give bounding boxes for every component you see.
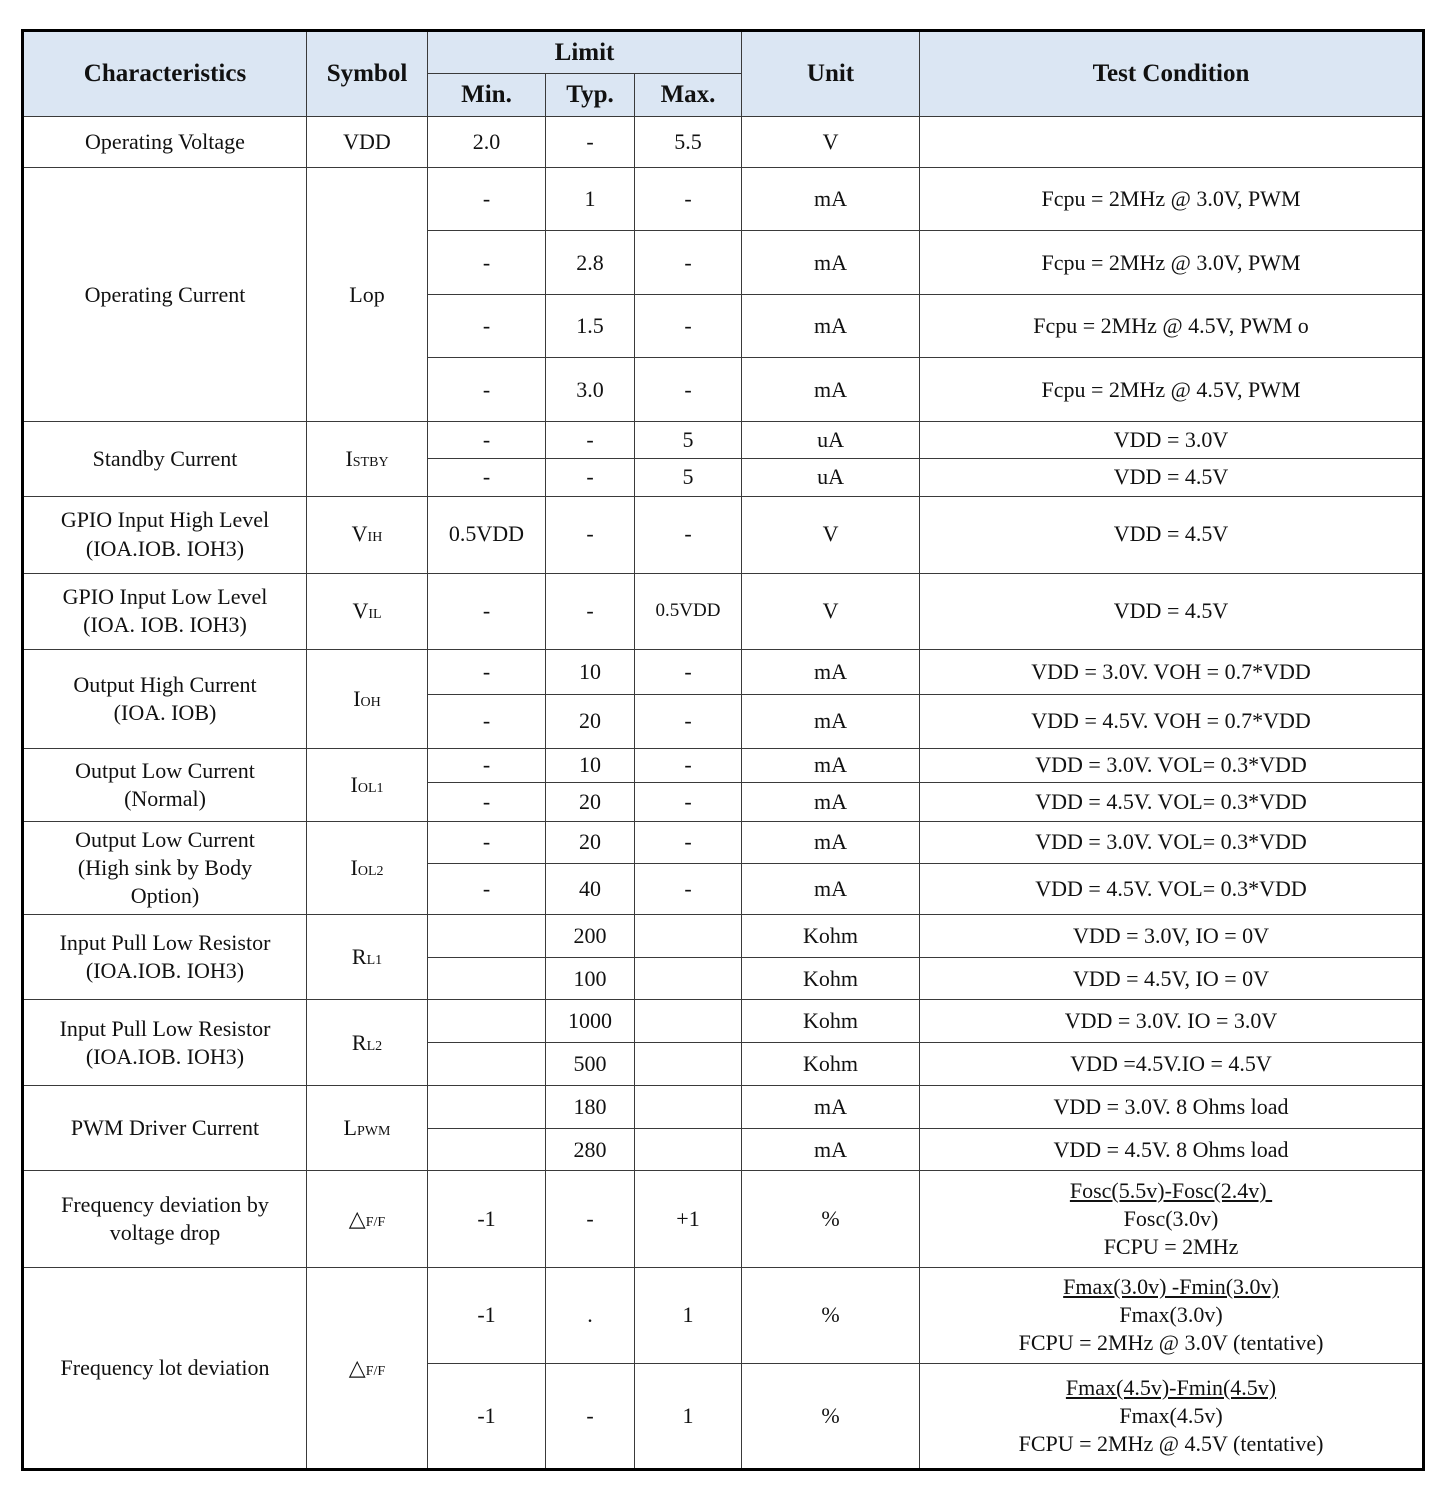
test-condition-line: VDD =4.5V.IO = 4.5V [1070, 1051, 1272, 1077]
symbol-main: VDD [343, 128, 391, 154]
test-condition-line: VDD = 4.5V. 8 Ohms load [1053, 1136, 1289, 1162]
symbol-main: I [350, 854, 358, 880]
cell-unit: uA [742, 422, 920, 459]
cell-characteristic [23, 1086, 307, 1171]
cell-unit: mA [742, 821, 920, 863]
test-condition-line: VDD = 4.5V. VOL= 0.3*VDD [1035, 788, 1307, 814]
cell-test-condition [920, 1000, 1424, 1043]
cell-typ: - [546, 1171, 635, 1267]
cell-min: 0.5VDD [428, 496, 546, 573]
test-condition-line: VDD = 3.0V. VOH = 0.7*VDD [1031, 658, 1311, 684]
characteristic-line: Option) [130, 883, 200, 909]
cell-characteristic [23, 748, 307, 821]
cell-min: - [428, 358, 546, 422]
cell-characteristic [23, 1171, 307, 1267]
cell-test-condition [920, 694, 1424, 748]
symbol-subscript: IL [368, 607, 382, 623]
characteristic-line: Output High Current [73, 671, 257, 697]
cell-max [635, 915, 742, 958]
test-condition-line: Fmax(4.5v) [1119, 1402, 1223, 1428]
header-symbol: Symbol [307, 31, 428, 117]
cell-min: - [428, 649, 546, 694]
cell-test-condition [920, 649, 1424, 694]
test-condition-line: VDD = 4.5V [1113, 464, 1229, 490]
cell-max: - [635, 295, 742, 358]
cell-typ: 1.5 [546, 295, 635, 358]
cell-test-condition [920, 422, 1424, 459]
cell-characteristic [23, 1267, 307, 1469]
table-row [23, 1267, 1424, 1363]
cell-max: - [635, 748, 742, 782]
cell-unit: uA [742, 459, 920, 496]
symbol-subscript: STBY [352, 454, 389, 470]
cell-symbol [307, 915, 428, 1000]
cell-max [635, 1129, 742, 1171]
cell-unit: mA [742, 358, 920, 422]
cell-typ: 1 [546, 168, 635, 231]
cell-min: -1 [428, 1363, 546, 1469]
symbol-main: Lop [349, 281, 385, 307]
cell-unit: Kohm [742, 1043, 920, 1086]
symbol-subscript: OH [360, 694, 381, 710]
cell-test-condition [920, 358, 1424, 422]
electrical-characteristics-table [21, 29, 1425, 1471]
cell-unit: V [742, 496, 920, 573]
cell-max: 1 [635, 1267, 742, 1363]
table-row [23, 117, 1424, 168]
cell-max: - [635, 782, 742, 821]
symbol-main: R [351, 1029, 367, 1055]
test-condition-line [924, 1374, 1418, 1402]
cell-min: - [428, 748, 546, 782]
cell-characteristic [23, 117, 307, 168]
cell-max: - [635, 821, 742, 863]
cell-max: - [635, 649, 742, 694]
test-condition-line: Fcpu = 2MHz @ 4.5V, PWM [1041, 376, 1301, 402]
cell-typ: 180 [546, 1086, 635, 1129]
cell-max: 0.5VDD [635, 573, 742, 649]
characteristic-line: Standby Current [92, 445, 238, 471]
cell-symbol [307, 1086, 428, 1171]
cell-unit: V [742, 117, 920, 168]
cell-unit: mA [742, 231, 920, 295]
cell-test-condition [920, 748, 1424, 782]
cell-characteristic [23, 649, 307, 748]
cell-unit: % [742, 1363, 920, 1469]
fraction-numerator: Fosc(5.5v)-Fosc(2.4v) [1069, 1177, 1273, 1203]
cell-test-condition [920, 1267, 1424, 1363]
test-condition-line: VDD = 3.0V. VOL= 0.3*VDD [1035, 829, 1307, 855]
symbol-subscript: IH [367, 530, 383, 546]
symbol-subscript: F/F [365, 1214, 386, 1230]
cell-min: 2.0 [428, 117, 546, 168]
cell-max [635, 958, 742, 1000]
cell-typ: 280 [546, 1129, 635, 1171]
table-row [23, 422, 1424, 459]
cell-symbol [307, 649, 428, 748]
test-condition-line: Fosc(3.0v) [1123, 1205, 1219, 1231]
symbol-subscript: PWM [357, 1124, 391, 1140]
symbol-subscript: F/F [365, 1363, 386, 1379]
cell-max: 5.5 [635, 117, 742, 168]
table-row [23, 649, 1424, 694]
table-row [23, 1171, 1424, 1267]
cell-unit: mA [742, 748, 920, 782]
cell-test-condition [920, 295, 1424, 358]
cell-test-condition [920, 496, 1424, 573]
characteristic-line: (High sink by Body [77, 854, 253, 880]
cell-max: - [635, 496, 742, 573]
cell-typ: 40 [546, 864, 635, 915]
cell-unit: mA [742, 1129, 920, 1171]
cell-min: - [428, 864, 546, 915]
cell-unit: Kohm [742, 915, 920, 958]
cell-symbol [307, 168, 428, 422]
cell-max: +1 [635, 1171, 742, 1267]
cell-test-condition [920, 821, 1424, 863]
cell-characteristic [23, 1000, 307, 1086]
characteristic-line: GPIO Input High Level [60, 507, 270, 533]
cell-typ: 10 [546, 748, 635, 782]
symbol-subscript: L2 [366, 1038, 383, 1054]
cell-unit: mA [742, 694, 920, 748]
cell-max: 5 [635, 422, 742, 459]
cell-symbol [307, 422, 428, 496]
table-body [23, 117, 1424, 1470]
cell-test-condition [920, 958, 1424, 1000]
table-row [23, 915, 1424, 958]
cell-typ: 3.0 [546, 358, 635, 422]
test-condition-line: Fcpu = 2MHz @ 3.0V, PWM [1041, 186, 1301, 212]
cell-typ: 20 [546, 782, 635, 821]
cell-typ: 100 [546, 958, 635, 1000]
cell-test-condition [920, 915, 1424, 958]
characteristic-line: Input Pull Low Resistor [59, 929, 271, 955]
cell-min: - [428, 573, 546, 649]
cell-test-condition [920, 231, 1424, 295]
characteristic-line: Output Low Current [75, 826, 255, 852]
header-max: Max. [635, 74, 742, 117]
cell-min: - [428, 782, 546, 821]
characteristic-line: GPIO Input Low Level [62, 584, 268, 609]
cell-max: 1 [635, 1363, 742, 1469]
test-condition-line: Fmax(3.0v) [1119, 1302, 1223, 1328]
cell-typ: - [546, 573, 635, 649]
test-condition-line [924, 1177, 1418, 1205]
cell-typ: 500 [546, 1043, 635, 1086]
cell-test-condition [920, 573, 1424, 649]
test-condition-line: VDD = 4.5V [1113, 598, 1229, 624]
test-condition-line: FCPU = 2MHz [1103, 1234, 1239, 1260]
cell-unit: mA [742, 295, 920, 358]
cell-characteristic [23, 422, 307, 496]
test-condition-line [924, 1273, 1418, 1301]
characteristic-line: (IOA.IOB. IOH3) [85, 535, 245, 561]
cell-symbol [307, 117, 428, 168]
cell-characteristic [23, 496, 307, 573]
cell-min: - [428, 231, 546, 295]
characteristic-line: (IOA. IOB) [113, 699, 217, 725]
characteristic-line: (IOA.IOB. IOH3) [85, 958, 245, 984]
cell-min: - [428, 168, 546, 231]
test-condition-line: VDD = 3.0V, IO = 0V [1072, 923, 1270, 949]
cell-typ: 200 [546, 915, 635, 958]
cell-typ: 20 [546, 821, 635, 863]
symbol-subscript: OL2 [357, 863, 384, 879]
cell-min [428, 1086, 546, 1129]
characteristic-line: (IOA.IOB. IOH3) [85, 1043, 245, 1069]
table-row [23, 496, 1424, 573]
characteristic-line: Operating Current [84, 281, 246, 307]
cell-min: -1 [428, 1171, 546, 1267]
test-condition-line: Fcpu = 2MHz @ 3.0V, PWM [1041, 249, 1301, 275]
cell-typ: 1000 [546, 1000, 635, 1043]
table-row [23, 573, 1424, 649]
symbol-main: I [350, 771, 358, 797]
cell-symbol [307, 1171, 428, 1267]
cell-max: 5 [635, 459, 742, 496]
cell-symbol [307, 496, 428, 573]
cell-typ: - [546, 496, 635, 573]
cell-min: - [428, 459, 546, 496]
cell-min [428, 1129, 546, 1171]
cell-max [635, 1043, 742, 1086]
cell-typ: . [546, 1267, 635, 1363]
cell-unit: % [742, 1171, 920, 1267]
cell-max: - [635, 168, 742, 231]
test-condition-line: VDD = 3.0V. 8 Ohms load [1053, 1094, 1289, 1120]
cell-unit: mA [742, 168, 920, 231]
cell-symbol [307, 748, 428, 821]
header-characteristics: Characteristics [23, 31, 307, 117]
symbol-subscript: L1 [366, 953, 383, 969]
symbol-main: R [351, 944, 367, 970]
header-typ: Typ. [546, 74, 635, 117]
cell-symbol [307, 1267, 428, 1469]
test-condition-line: FCPU = 2MHz @ 3.0V (tentative) [1018, 1330, 1324, 1356]
test-condition-line: VDD = 4.5V, IO = 0V [1072, 965, 1270, 991]
cell-test-condition [920, 168, 1424, 231]
cell-test-condition [920, 1129, 1424, 1171]
cell-unit: mA [742, 864, 920, 915]
cell-min [428, 915, 546, 958]
cell-min [428, 1043, 546, 1086]
test-condition-line: VDD = 3.0V. IO = 3.0V [1064, 1008, 1278, 1034]
cell-max: - [635, 864, 742, 915]
cell-test-condition [920, 1363, 1424, 1469]
cell-unit: mA [742, 1086, 920, 1129]
cell-max: - [635, 358, 742, 422]
fraction-numerator: Fmax(4.5v)-Fmin(4.5v) [1065, 1374, 1277, 1400]
table-row [23, 1000, 1424, 1043]
cell-min: - [428, 422, 546, 459]
cell-test-condition [920, 1086, 1424, 1129]
symbol-main: I [345, 445, 353, 471]
cell-typ: - [546, 459, 635, 496]
cell-typ: - [546, 117, 635, 168]
cell-min: - [428, 694, 546, 748]
cell-test-condition [920, 864, 1424, 915]
table-row [23, 748, 1424, 782]
header-min: Min. [428, 74, 546, 117]
cell-typ: - [546, 1363, 635, 1469]
cell-typ: 2.8 [546, 231, 635, 295]
table-row [23, 168, 1424, 231]
characteristic-line: Operating Voltage [85, 128, 245, 154]
cell-typ: - [546, 422, 635, 459]
symbol-main: V [352, 598, 369, 624]
table-row [23, 1086, 1424, 1129]
test-condition-line: VDD = 4.5V [1113, 521, 1229, 547]
characteristic-line: Frequency deviation by [61, 1191, 269, 1217]
cell-max: - [635, 231, 742, 295]
characteristic-line: (IOA. IOB. IOH3) [83, 612, 247, 638]
cell-characteristic [23, 821, 307, 914]
test-condition-line: VDD = 3.0V [1113, 427, 1229, 453]
test-condition-line: Fcpu = 2MHz @ 4.5V, PWM o [1033, 313, 1309, 339]
cell-min: - [428, 295, 546, 358]
cell-min [428, 1000, 546, 1043]
cell-unit: mA [742, 649, 920, 694]
cell-max [635, 1000, 742, 1043]
test-condition-line: FCPU = 2MHz @ 4.5V (tentative) [1018, 1430, 1324, 1456]
cell-typ: 10 [546, 649, 635, 694]
cell-characteristic [23, 915, 307, 1000]
symbol-subscript: OL1 [357, 780, 384, 796]
cell-min: - [428, 821, 546, 863]
cell-characteristic [23, 168, 307, 422]
characteristic-line: (Normal) [124, 785, 206, 811]
cell-min: -1 [428, 1267, 546, 1363]
fraction-numerator: Fmax(3.0v) -Fmin(3.0v) [1063, 1273, 1279, 1299]
cell-unit: Kohm [742, 1000, 920, 1043]
cell-symbol [307, 573, 428, 649]
cell-max [635, 1086, 742, 1129]
cell-test-condition [920, 117, 1424, 168]
header-test-condition: Test Condition [920, 31, 1424, 117]
cell-max: - [635, 694, 742, 748]
cell-test-condition [920, 459, 1424, 496]
characteristic-line: Frequency lot deviation [60, 1354, 270, 1380]
test-condition-line: VDD = 4.5V. VOH = 0.7*VDD [1031, 708, 1311, 734]
cell-test-condition [920, 1043, 1424, 1086]
characteristic-line: Output Low Current [75, 757, 255, 783]
header-unit: Unit [742, 31, 920, 117]
cell-symbol [307, 821, 428, 914]
cell-test-condition [920, 1171, 1424, 1267]
symbol-main: V [351, 521, 368, 547]
symbol-main: L [343, 1115, 357, 1141]
test-condition-line: VDD = 3.0V. VOL= 0.3*VDD [1035, 752, 1307, 778]
cell-typ: 20 [546, 694, 635, 748]
characteristic-line: voltage drop [109, 1219, 221, 1245]
table-header [23, 31, 1424, 117]
table-row [23, 821, 1424, 863]
test-condition-line: VDD = 4.5V. VOL= 0.3*VDD [1035, 875, 1307, 901]
characteristic-line: PWM Driver Current [70, 1115, 260, 1141]
cell-min [428, 958, 546, 1000]
cell-unit: mA [742, 782, 920, 821]
symbol-main: △ [348, 1354, 366, 1380]
symbol-main: I [353, 685, 361, 711]
cell-test-condition [920, 782, 1424, 821]
symbol-main: △ [348, 1205, 366, 1231]
cell-symbol [307, 1000, 428, 1086]
header-limit: Limit [428, 31, 742, 74]
characteristic-line: Input Pull Low Resistor [59, 1015, 271, 1041]
cell-unit: Kohm [742, 958, 920, 1000]
cell-unit: % [742, 1267, 920, 1363]
cell-unit: V [742, 573, 920, 649]
cell-characteristic [23, 573, 307, 649]
